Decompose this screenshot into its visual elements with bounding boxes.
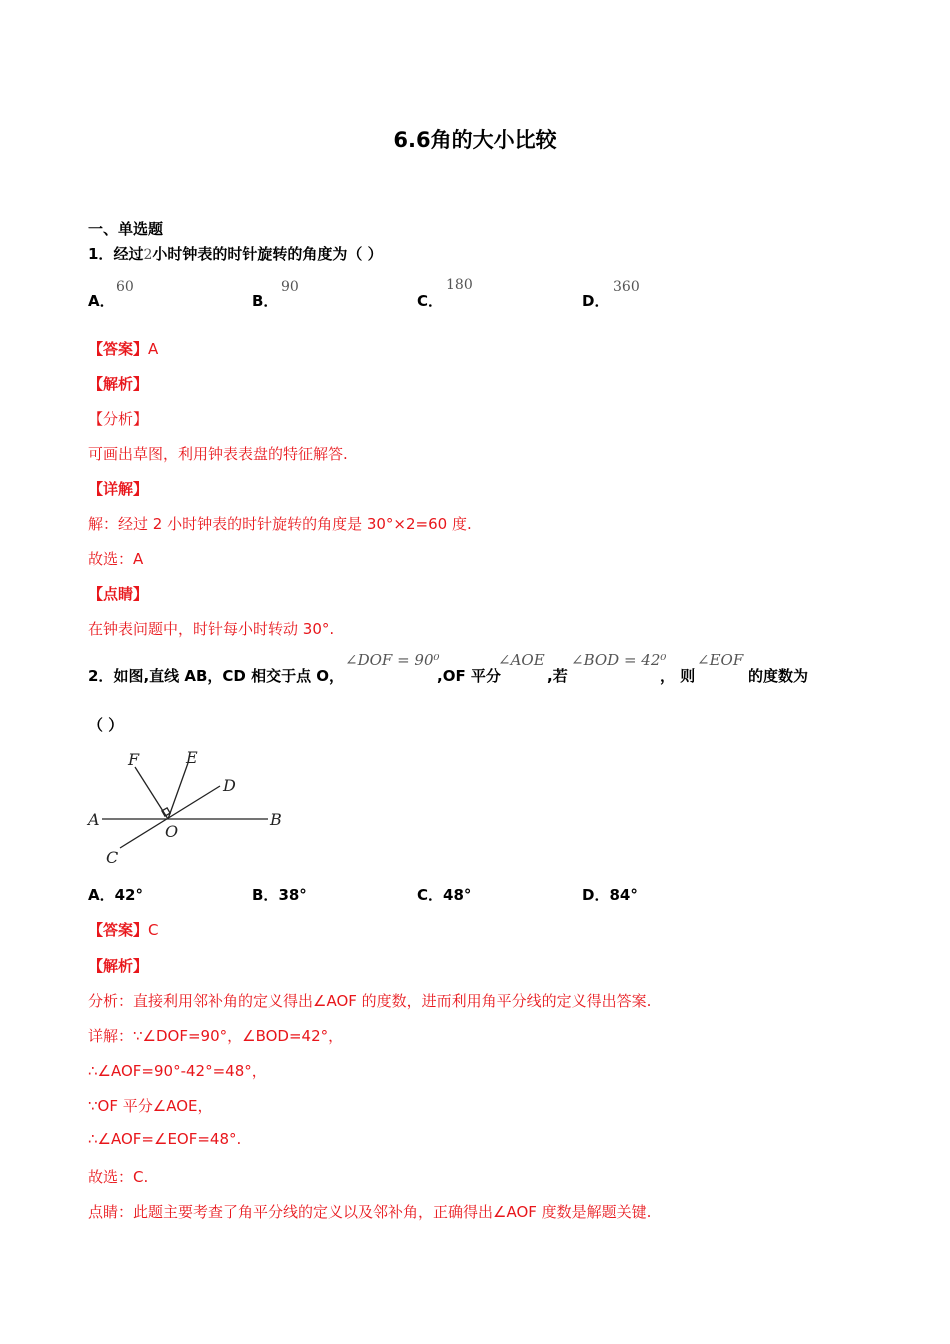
label-e: E — [186, 748, 198, 767]
q2-math-eof: ∠EOF — [697, 651, 744, 669]
q1-text-post: 小时钟表的时针旋转的角度为（ ） — [152, 245, 383, 263]
q1-option-d-value: 360 — [613, 279, 640, 295]
q1-option-c: C． — [417, 292, 444, 310]
q1-analysis-label: 【解析】 — [88, 375, 149, 393]
q2-option-c: C．48° — [417, 886, 472, 904]
q2-stem-part4: ， 则 — [660, 667, 696, 685]
q2-line6: 故选：C. — [88, 1168, 149, 1186]
label-c: C — [106, 848, 119, 867]
q2-stem-part2: ,OF 平分 — [437, 667, 501, 685]
q2-line4: ∵OF 平分∠AOE， — [88, 1097, 213, 1115]
q2-math-aoe: ∠AOE — [498, 651, 545, 669]
q1-option-c-value: 180 — [446, 277, 473, 293]
label-b: B — [270, 810, 282, 829]
label-a: A — [88, 810, 100, 829]
page-title: 6.6角的大小比较 — [393, 128, 557, 152]
q2-option-b: B．38° — [252, 886, 307, 904]
q1-option-a: A． — [88, 292, 115, 310]
q1-dianjing-label: 【点睛】 — [88, 585, 149, 603]
q1-xiangjie-label: 【详解】 — [88, 480, 149, 498]
q2-line7: 点睛：此题主要考查了角平分线的定义以及邻补角，正确得出∠AOF 度数是解题关键. — [88, 1203, 652, 1221]
q1-fenxi-label: 【分析】 — [88, 410, 149, 428]
q1-fenxi-text: 可画出草图，利用钟表表盘的特征解答. — [88, 445, 348, 463]
q2-figure — [80, 745, 300, 870]
q1-stem — [88, 243, 383, 264]
q1-answer: 【答案】A — [88, 340, 159, 358]
q2-paren: （ ） — [88, 716, 124, 734]
ray-oe — [168, 763, 188, 819]
label-f: F — [128, 750, 140, 769]
q2-stem-part3: ,若 — [547, 667, 568, 685]
q2-option-d: D．84° — [582, 886, 638, 904]
q2-option-a: A．42° — [88, 886, 143, 904]
ray-of — [135, 767, 168, 819]
q1-option-d: D． — [582, 292, 610, 310]
q1-number: 1． — [88, 245, 114, 263]
q2-math-bod: ∠BOD = 42⁰ — [571, 651, 667, 669]
q2-math-dof: ∠DOF = 90⁰ — [345, 651, 440, 669]
q1-option-b-value: 90 — [281, 279, 299, 295]
q1-guxuan: 故选：A — [88, 550, 144, 568]
q2-stem-part1: 2．如图,直线 AB，CD 相交于点 O， — [88, 667, 345, 685]
q2-line1: 分析：直接利用邻补角的定义得出∠AOF 的度数，进而利用角平分线的定义得出答案. — [88, 992, 652, 1010]
label-d: D — [223, 776, 236, 795]
q2-answer: 【答案】C — [88, 921, 159, 939]
q1-dianjing-text: 在钟表问题中，时针每小时转动 30°. — [88, 620, 335, 638]
q2-stem-part5: 的度数为 — [748, 667, 809, 685]
q2-line2: 详解：∵∠DOF=90°，∠BOD=42°， — [88, 1027, 344, 1045]
q1-xiangjie-text: 解：经过 2 小时钟表的时针旋转的角度是 30°×2=60 度. — [88, 515, 472, 533]
q1-option-b: B． — [252, 292, 279, 310]
q2-analysis-label: 【解析】 — [88, 957, 149, 975]
q2-line3: ∴∠AOF=90°-42°=48°， — [88, 1062, 267, 1080]
q1-math-n: 2 — [143, 247, 153, 263]
label-o: O — [165, 822, 179, 841]
q1-text-pre: 经过 — [113, 245, 144, 263]
q1-option-a-value: 60 — [116, 279, 134, 295]
section-heading: 一、单选题 — [88, 220, 164, 238]
q2-line5: ∴∠AOF=∠EOF=48°. — [88, 1130, 242, 1148]
